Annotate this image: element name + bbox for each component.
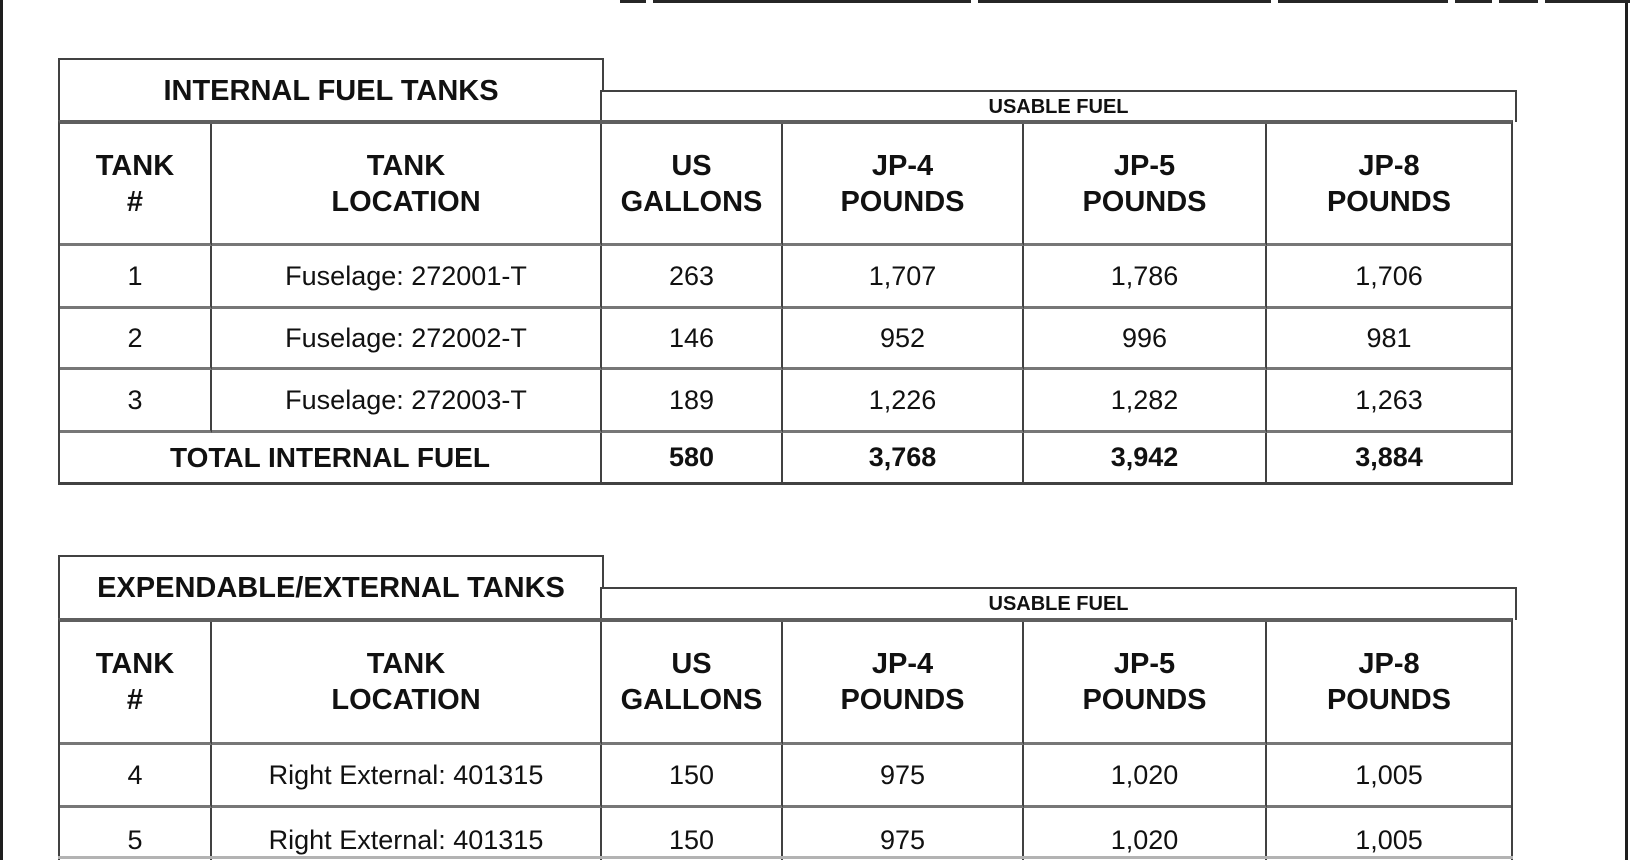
top-edge-line (620, 0, 1630, 3)
partial-row-divider (58, 856, 1513, 859)
header-line: JP-5 (1113, 149, 1176, 182)
page-right-border (1625, 0, 1628, 860)
total-us-gallons: 580 (602, 433, 783, 482)
top-edge-line-gap (971, 0, 978, 3)
page-left-border (0, 0, 3, 860)
cell-jp4-pounds: 952 (783, 309, 1024, 370)
external-table-title-box (58, 555, 604, 620)
cell-us-gallons: 189 (602, 370, 783, 433)
internal-usable-fuel-box (600, 90, 1517, 122)
cell-jp8-pounds: 1,263 (1267, 370, 1511, 433)
header-line: POUNDS (1082, 684, 1207, 716)
total-internal-fuel-label: TOTAL INTERNAL FUEL (60, 433, 602, 482)
column-header-tank-number (60, 622, 212, 745)
cell-tank-location: Fuselage: 272002-T (212, 309, 602, 370)
usable-fuel-label: USABLE FUEL (988, 593, 1129, 615)
cell-jp8-pounds: 981 (1267, 309, 1511, 370)
header-line: POUNDS (840, 185, 965, 218)
cell-jp8-pounds: 1,706 (1267, 246, 1511, 309)
cell-us-gallons: 146 (602, 309, 783, 370)
header-line: JP-8 (1358, 648, 1420, 680)
header-line: JP-5 (1113, 648, 1176, 680)
internal-table-title: INTERNAL FUEL TANKS (163, 74, 499, 107)
column-header-jp5-pounds (1024, 124, 1267, 246)
cell-jp5-pounds: 1,786 (1024, 246, 1267, 309)
header-line: POUNDS (840, 684, 965, 716)
cell-tank-location: Right External: 401315 (212, 808, 602, 860)
cell-tank-location: Fuselage: 272003-T (212, 370, 602, 433)
header-line: JP-4 (871, 648, 934, 680)
cell-tank-number: 2 (60, 309, 212, 370)
cell-jp5-pounds: 1,282 (1024, 370, 1267, 433)
cell-tank-location: Fuselage: 272001-T (212, 246, 602, 309)
column-header-jp4-pounds (783, 622, 1024, 745)
top-edge-line-gap (646, 0, 653, 3)
column-header-tank-location (212, 622, 602, 745)
cell-jp5-pounds: 1,020 (1024, 745, 1267, 808)
header-line: LOCATION (331, 684, 481, 716)
column-header-jp8-pounds (1267, 622, 1511, 745)
cell-tank-number: 5 (60, 808, 212, 860)
column-header-us-gallons (602, 124, 783, 246)
internal-fuel-table (58, 120, 1513, 485)
cell-us-gallons: 263 (602, 246, 783, 309)
header-line: GALLONS (620, 185, 763, 218)
cell-jp4-pounds: 975 (783, 808, 1024, 860)
cell-jp5-pounds: 996 (1024, 309, 1267, 370)
header-line: GALLONS (620, 684, 763, 716)
header-line: LOCATION (331, 185, 481, 218)
cell-jp4-pounds: 975 (783, 745, 1024, 808)
cell-jp8-pounds: 1,005 (1267, 745, 1511, 808)
cell-us-gallons: 150 (602, 745, 783, 808)
header-line: TANK (95, 149, 175, 182)
column-header-jp4-pounds (783, 124, 1024, 246)
cell-tank-number: 3 (60, 370, 212, 433)
total-jp4-pounds: 3,768 (783, 433, 1024, 482)
external-table-title: EXPENDABLE/EXTERNAL TANKS (97, 572, 565, 604)
header-line: POUNDS (1326, 684, 1452, 716)
cell-tank-location: Right External: 401315 (212, 745, 602, 808)
header-line: TANK (95, 648, 175, 680)
header-line: TANK (366, 648, 446, 680)
header-line: JP-8 (1358, 149, 1420, 182)
external-fuel-table (58, 618, 1513, 860)
total-jp8-pounds: 3,884 (1267, 433, 1511, 482)
cell-jp8-pounds: 1,005 (1267, 808, 1511, 860)
header-line: POUNDS (1082, 185, 1207, 218)
column-header-us-gallons (602, 622, 783, 745)
header-line: TANK (366, 149, 446, 182)
column-header-jp5-pounds (1024, 622, 1267, 745)
cell-tank-number: 4 (60, 745, 212, 808)
header-line: US (671, 648, 712, 680)
header-line: US (671, 149, 712, 182)
header-line: # (126, 684, 144, 716)
cell-us-gallons: 150 (602, 808, 783, 860)
top-edge-line-gap (1448, 0, 1455, 3)
header-line: # (126, 185, 144, 218)
header-line: POUNDS (1326, 185, 1452, 218)
cell-jp4-pounds: 1,226 (783, 370, 1024, 433)
cell-tank-number: 1 (60, 246, 212, 309)
top-edge-line-gap (1271, 0, 1278, 3)
total-jp5-pounds: 3,942 (1024, 433, 1267, 482)
external-usable-fuel-box (600, 587, 1517, 620)
cell-jp4-pounds: 1,707 (783, 246, 1024, 309)
usable-fuel-label: USABLE FUEL (988, 95, 1129, 118)
header-line: JP-4 (871, 149, 934, 182)
top-edge-line-gap (1492, 0, 1499, 3)
cell-jp5-pounds: 1,020 (1024, 808, 1267, 860)
internal-table-title-box (58, 58, 604, 122)
column-header-jp8-pounds (1267, 124, 1511, 246)
top-edge-line-gap (1538, 0, 1545, 3)
column-header-tank-location (212, 124, 602, 246)
column-header-tank-number (60, 124, 212, 246)
